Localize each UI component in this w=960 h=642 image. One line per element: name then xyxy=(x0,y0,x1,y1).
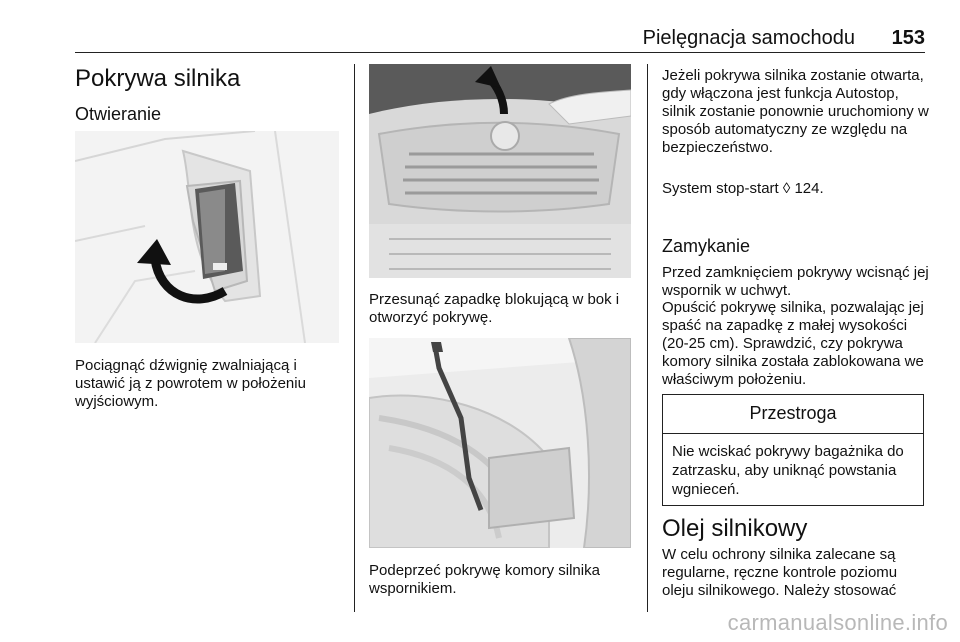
caption-support-rod: Podeprzeć pokrywę komory silnika wspornikiem. xyxy=(369,562,600,597)
watermark-text: carmanualsonline.info xyxy=(727,610,948,635)
stop-start-crossref: System stop-start ◊ 124. xyxy=(662,180,824,197)
hood-release-lever-illustration xyxy=(75,131,339,343)
hood-latch-illustration xyxy=(369,64,631,278)
caption-release-lever: Pociągnąć dźwignię zwalniającą i ustawić ją z powrotem w położeniu wyjściowym. xyxy=(75,357,306,410)
section-title: Pokrywa silnika xyxy=(75,65,241,92)
autostop-paragraph: Jeżeli pokrywa silnika zostanie otwarta, gdy włączona jest funkcja Autostop, silnik zostanie ponownie uruchomiony w sposób automatyczny ze względu na bezpieczeństwo. xyxy=(662,67,929,156)
closing-title: Zamykanie xyxy=(662,236,751,256)
caution-box xyxy=(662,394,924,506)
column-divider-left xyxy=(354,64,355,612)
page-number: 153 xyxy=(891,27,925,49)
column-divider-right xyxy=(647,64,648,612)
header-rule xyxy=(75,52,925,53)
closing-paragraph-1: Przed zamknięciem pokrywy wcisnąć jej wspornik w uchwyt. xyxy=(662,264,929,299)
closing-paragraph-2: Opuścić pokrywę silnika, pozwalając jej spaść na zapadkę z małej wysokości (20-25 cm). Sprawdzić, czy pokrywa komory silnika została zablokowana we właściwym położeniu. xyxy=(662,299,924,388)
engine-oil-paragraph: W celu ochrony silnika zalecane są regularne, ręczne kontrole poziomu oleju silnikowego. Należy stosować xyxy=(662,546,898,599)
caution-title: Przestroga xyxy=(663,395,923,434)
caption-latch: Przesunąć zapadkę blokującą w bok i otworzyć pokrywę. xyxy=(369,291,620,326)
running-title: Pielęgnacja samochodu xyxy=(642,27,855,49)
hood-support-rod-illustration xyxy=(369,338,631,548)
engine-oil-title: Olej silnikowy xyxy=(662,515,808,542)
subsection-title: Otwieranie xyxy=(75,104,162,124)
caution-text: Nie wciskać pokrywy bagażnika do zatrzasku, aby uniknąć powstania wgnieceń. xyxy=(672,443,904,498)
